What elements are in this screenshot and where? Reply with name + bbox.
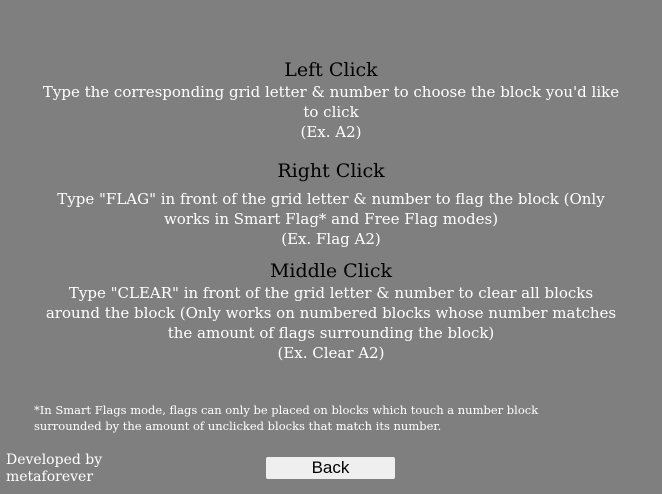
middle-click-description <box>0 283 662 363</box>
left-click-line-1: Type the corresponding grid letter & number to choose the block you'd like <box>42 83 620 101</box>
footnote-line-1: *In Smart Flags mode, flags can only be placed on blocks which touch a number block <box>34 403 539 417</box>
middle-click-line-1: Type "CLEAR" in front of the grid letter & number to clear all blocks <box>68 284 594 302</box>
right-click-description <box>0 189 662 249</box>
left-click-heading: Left Click <box>284 59 378 81</box>
middle-click-heading: Middle Click <box>269 260 393 282</box>
right-click-line-2: works in Smart Flag* and Free Flag modes) <box>163 210 499 228</box>
right-click-line-1: Type "FLAG" in front of the grid letter & number to flag the block (Only <box>57 190 605 208</box>
smart-flags-footnote <box>34 402 624 434</box>
left-click-line-2: to click <box>303 103 359 121</box>
middle-click-section <box>0 259 662 363</box>
left-click-section <box>0 58 662 142</box>
credit-line-1: Developed by <box>6 452 103 468</box>
left-click-description <box>0 82 662 142</box>
back-button[interactable]: Back <box>266 457 395 479</box>
right-click-heading: Right Click <box>277 160 385 182</box>
middle-click-line-3: the amount of flags surrounding the block) <box>167 324 495 342</box>
middle-click-example: (Ex. Clear A2) <box>277 344 385 362</box>
left-click-example: (Ex. A2) <box>300 123 362 141</box>
credit-line-2: metaforever <box>6 469 94 485</box>
developer-credit <box>6 452 126 486</box>
right-click-section <box>0 159 662 249</box>
middle-click-line-2: around the block (Only works on numbered blocks whose number matches <box>45 304 617 322</box>
footnote-line-2: surrounded by the amount of unclicked blocks that match its number. <box>34 419 442 433</box>
right-click-example: (Ex. Flag A2) <box>281 230 381 248</box>
